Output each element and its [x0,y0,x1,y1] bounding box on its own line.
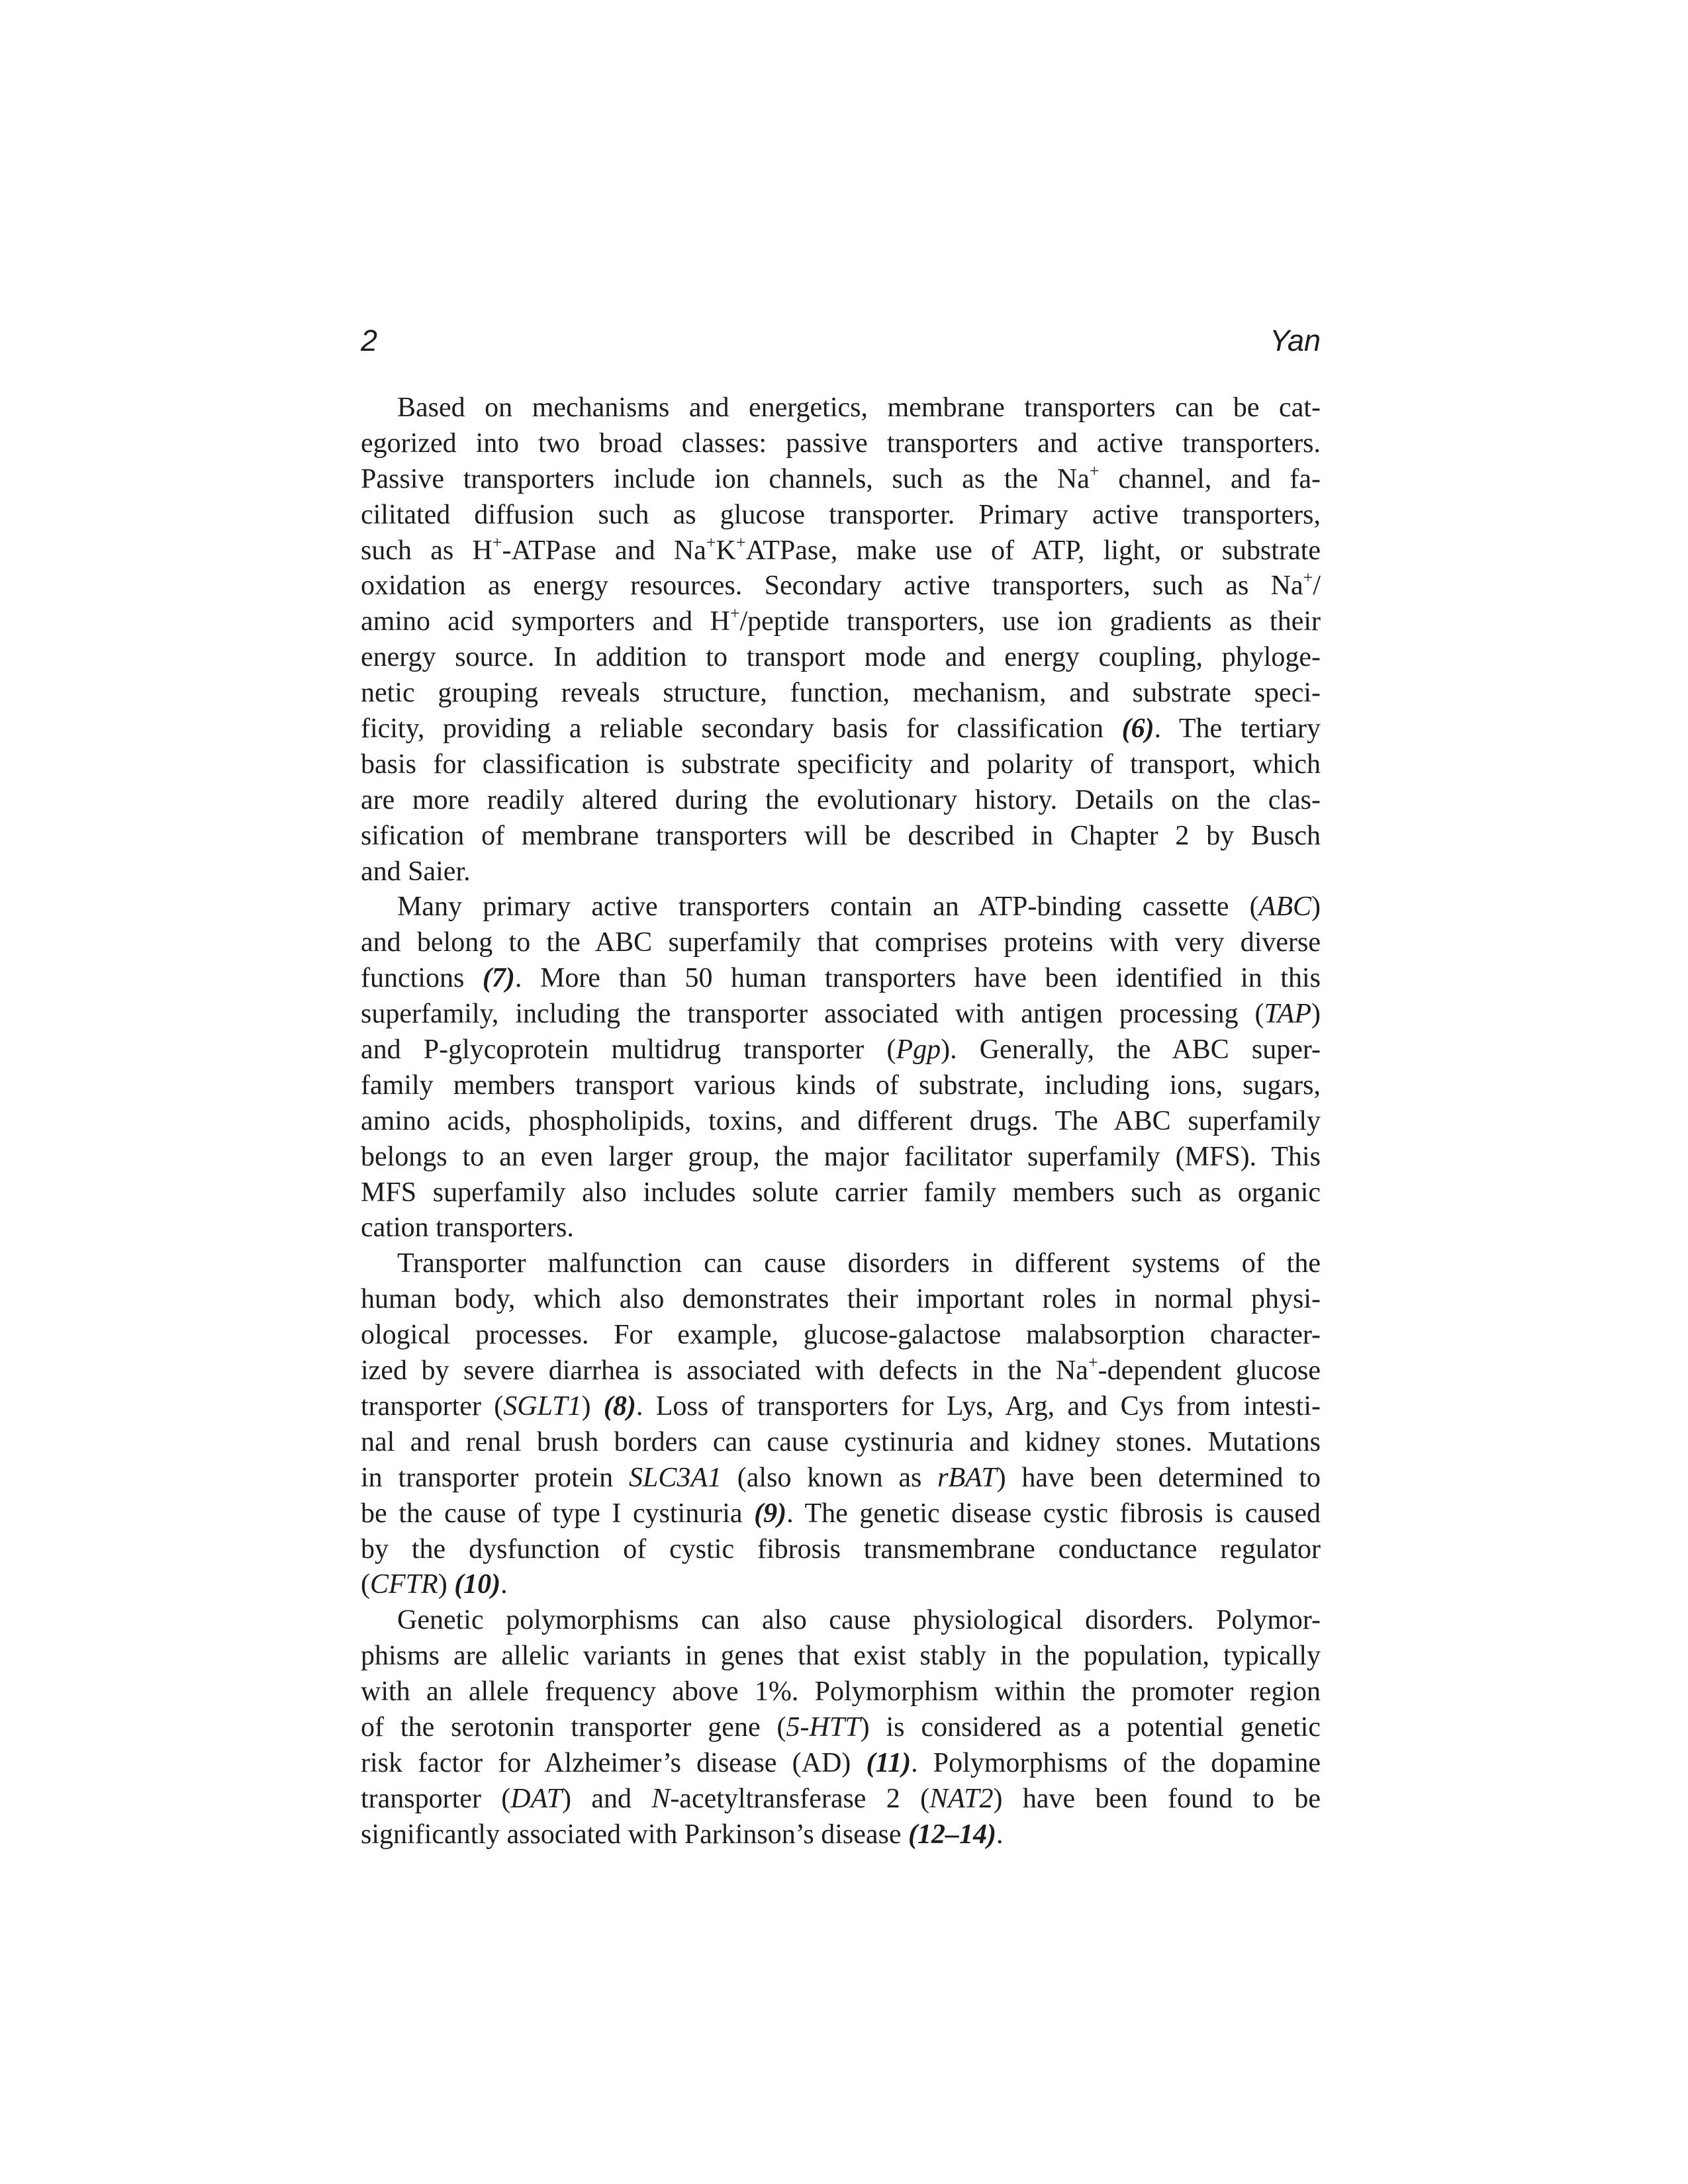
text-line: human body, which also demonstrates their important roles in normal physi- [361,1284,1321,1315]
text-line: cilitated diffusion such as glucose transporter. Primary active transporters, [361,499,1321,530]
text-line: and belong to the ABC superfamily that comprises proteins with very diverse [361,927,1321,958]
paragraph-2 [361,889,1321,1246]
text-line: significantly associated with Parkinson’s disease (12–14). [361,1819,1004,1850]
paragraph-1 [361,390,1321,889]
text-line: (CFTR) (10). [361,1569,508,1600]
text-line: ficity, providing a reliable secondary basis for classification (6). The tertiary [361,713,1321,745]
running-head-author: Yan [1270,324,1321,357]
text-line: with an allele frequency above 1%. Polymorphism within the promoter region [361,1676,1321,1707]
paragraph-4 [361,1603,1321,1852]
text-line: are more readily altered during the evolutionary history. Details on the clas- [361,784,1321,815]
text-line: family members transport various kinds of substrate, including ions, sugars, [361,1069,1321,1101]
text-line: functions (7). More than 50 human transporters have been identified in this [361,963,1321,994]
text-line: Transporter malfunction can cause disorders in different systems of the [397,1248,1321,1279]
text-line: basis for classification is substrate specificity and polarity of transport, which [361,749,1321,780]
text-line: be the cause of type I cystinuria (9). The genetic disease cystic fibrosis is caused [361,1498,1321,1529]
text-line: oxidation as energy resources. Secondary active transporters, such as Na+/ [361,568,1321,602]
paragraph-3 [361,1246,1321,1603]
text-line: nal and renal brush borders can cause cystinuria and kidney stones. Mutations [361,1426,1321,1457]
text-line: and Saier. [361,856,471,887]
text-line: ological processes. For example, glucose-galactose malabsorption character- [361,1320,1321,1351]
text-line: by the dysfunction of cystic fibrosis transmembrane conductance regulator [361,1533,1321,1565]
text-line: risk factor for Alzheimer’s disease (AD) (11). Polymorphisms of the dopamine [361,1747,1321,1778]
text-line: of the serotonin transporter gene (5-HTT) is considered as a potential genetic [361,1711,1321,1743]
text-line: netic grouping reveals structure, function, mechanism, and substrate speci- [361,678,1321,709]
text-line: Based on mechanisms and energetics, membrane transporters can be cat- [397,392,1321,423]
text-line: sification of membrane transporters will be described in Chapter 2 by Busch [361,820,1321,851]
text-line: amino acid symporters and H+/peptide transporters, use ion gradients as their [361,604,1321,637]
text-line: Passive transporters include ion channels, such as the Na+ channel, and fa- [361,461,1321,494]
text-line: ized by severe diarrhea is associated with defects in the Na+-dependent glucose [361,1353,1321,1387]
text-line: egorized into two broad classes: passive transporters and active transporters. [361,428,1321,459]
text-line: MFS superfamily also includes solute carrier family members such as organic [361,1177,1321,1208]
body-text [361,390,1321,1853]
text-line: superfamily, including the transporter associated with antigen processing (TAP) [361,999,1321,1030]
text-line: transporter (SGLT1) (8). Loss of transporters for Lys, Arg, and Cys from intesti- [361,1390,1321,1422]
text-line: amino acids, phospholipids, toxins, and different drugs. The ABC superfamily [361,1105,1321,1136]
text-line: belongs to an even larger group, the major facilitator superfamily (MFS). This [361,1141,1321,1172]
text-line: transporter (DAT) and N-acetyltransferase 2 (NAT2) have been found to be [361,1783,1321,1814]
page-number: 2 [361,324,378,357]
text-line: Genetic polymorphisms can also cause physiological disorders. Polymor- [397,1605,1321,1636]
text-line: such as H+-ATPase and Na+K+ATPase, make use of ATP, light, or substrate [361,532,1321,566]
text-line: cation transporters. [361,1212,574,1244]
text-line: energy source. In addition to transport mode and energy coupling, phyloge- [361,642,1321,673]
text-line: in transporter protein SLC3A1 (also known as rBAT) have been determined to [361,1462,1321,1493]
text-line: phisms are allelic variants in genes that exist stably in the population, typically [361,1641,1321,1672]
text-line: Many primary active transporters contain an ATP-binding cassette (ABC) [397,891,1321,923]
text-line: and P-glycoprotein multidrug transporter (Pgp). Generally, the ABC super- [361,1034,1321,1066]
running-head [361,321,1321,361]
